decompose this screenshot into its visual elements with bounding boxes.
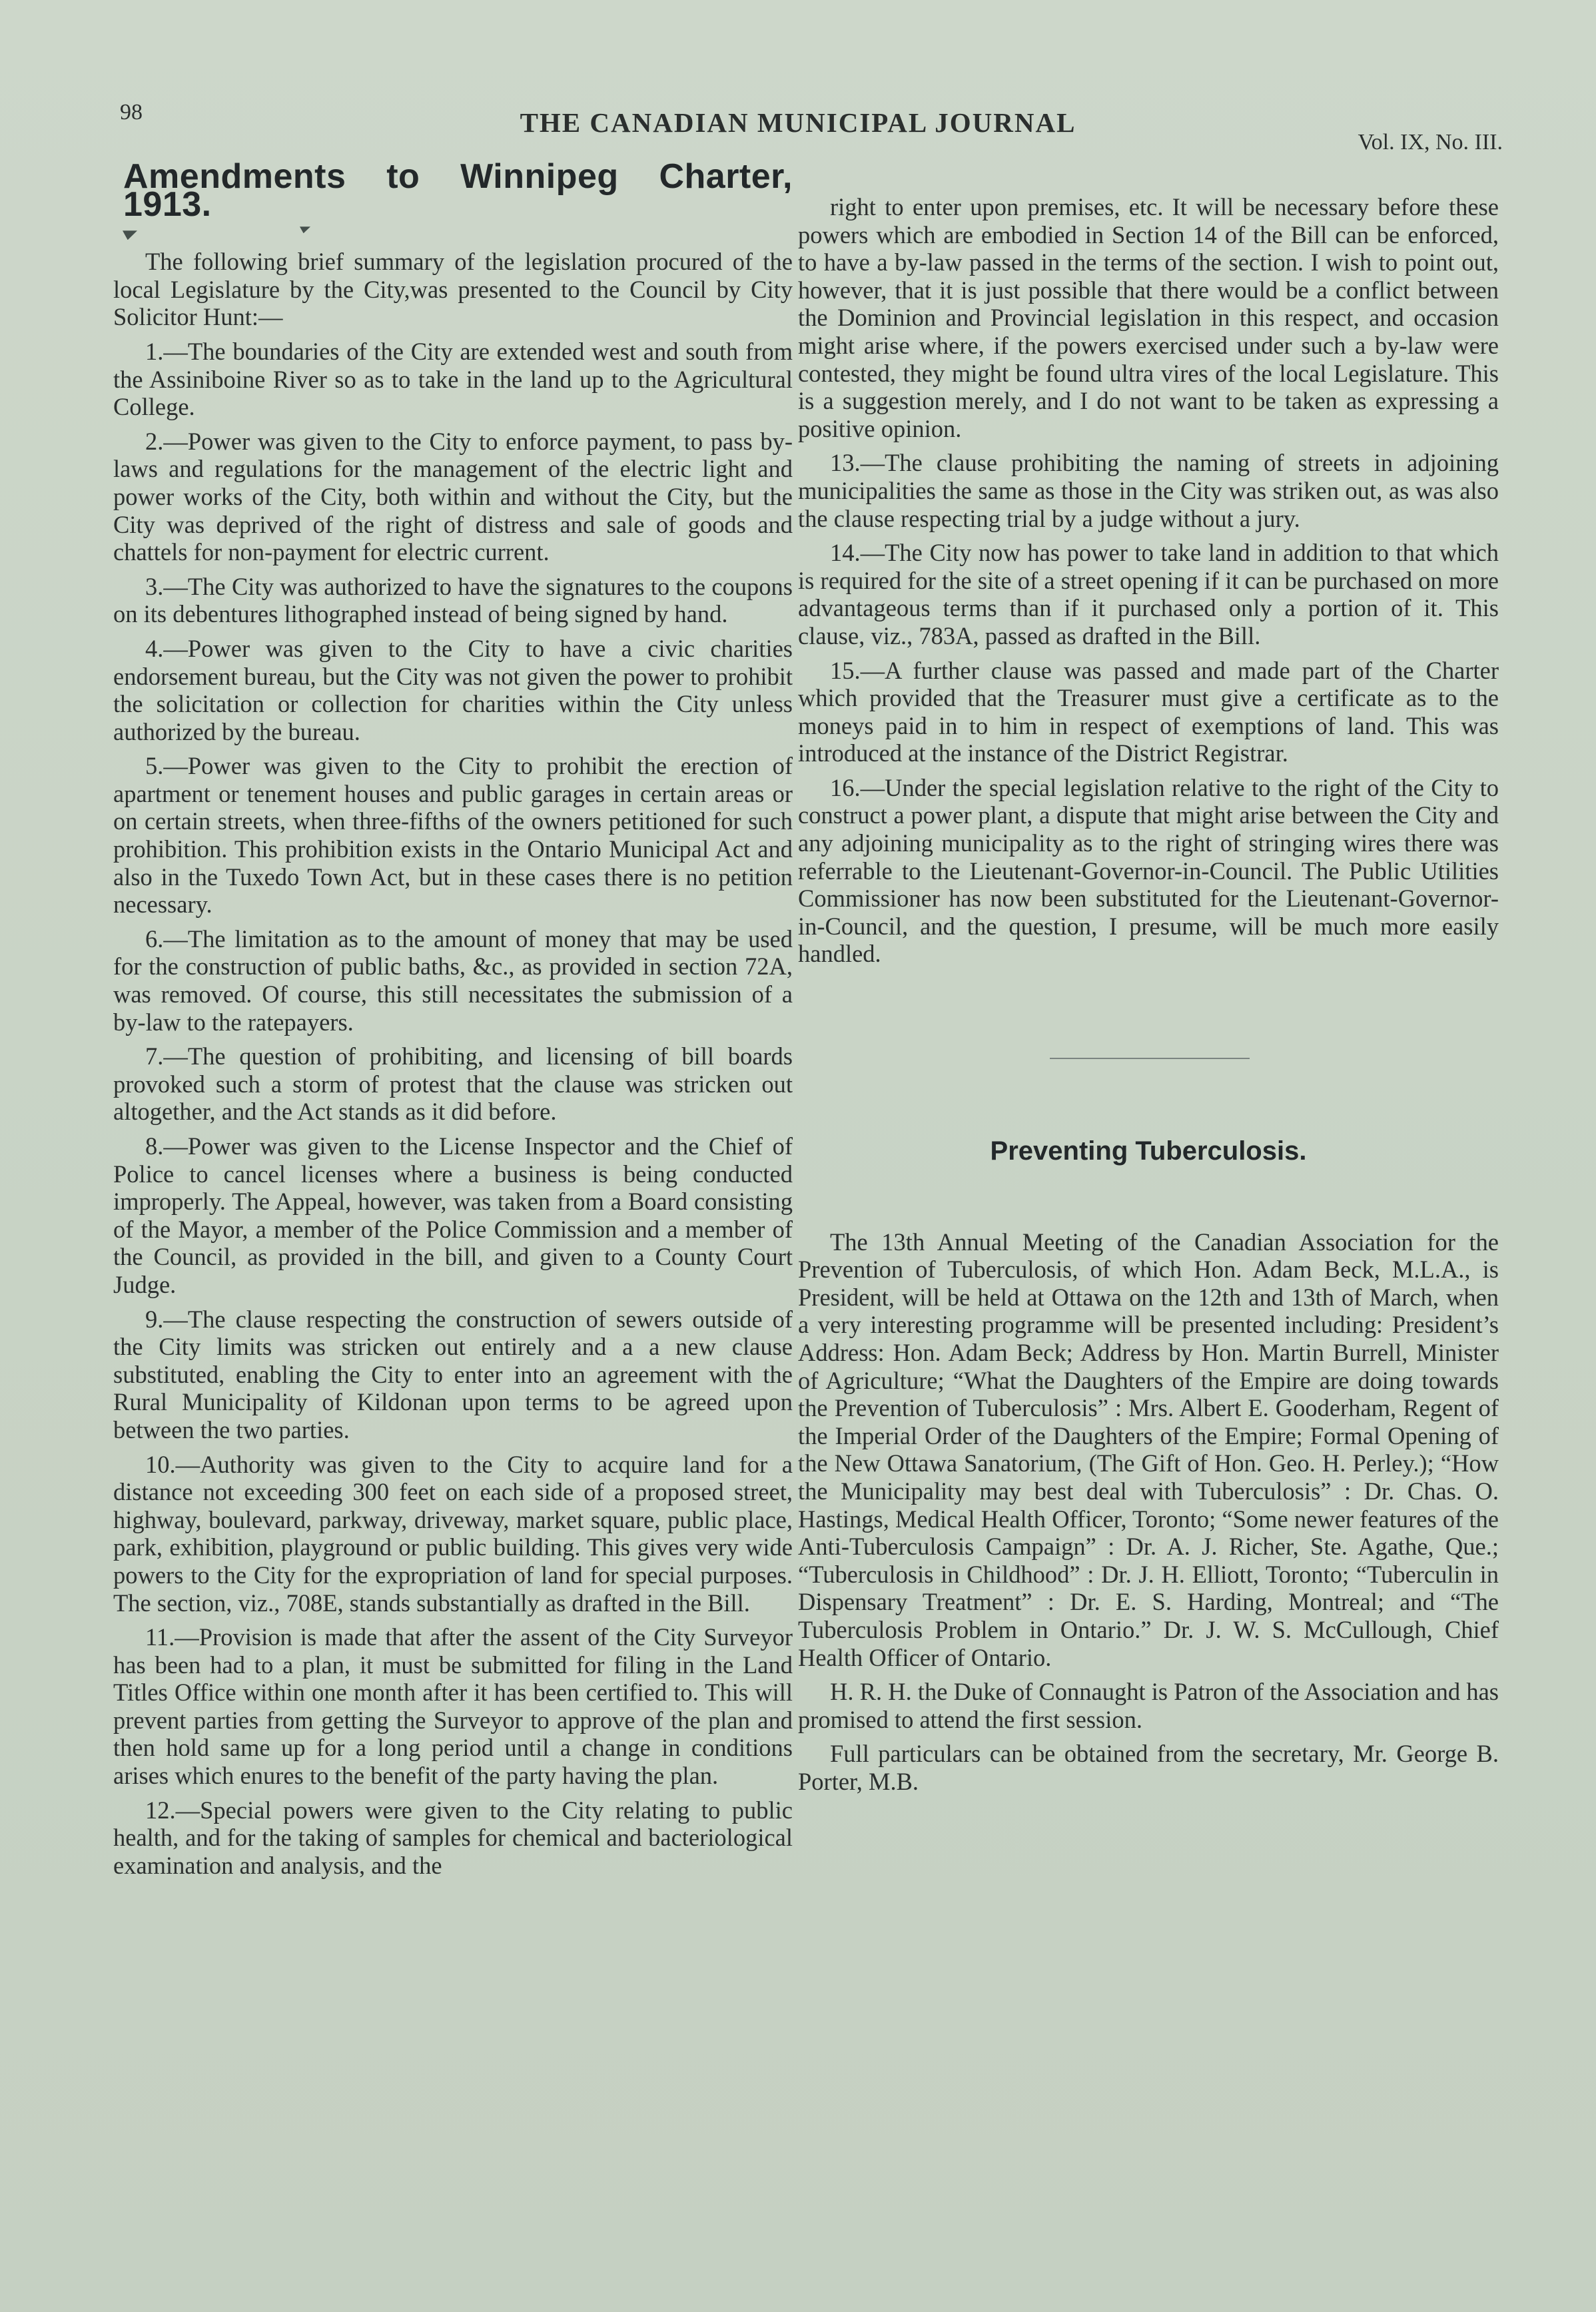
paragraph: 4.—Power was given to the City to have a civic charities endorsement bureau, but the City was not given the power to prohibit the solicitation or collection for charities within the City unless authorized by the bureau.	[113, 634, 793, 745]
page-number: 98	[120, 100, 143, 125]
paragraph: H. R. H. the Duke of Connaught is Patron of the Association and has promised to attend the first session.	[798, 1678, 1499, 1733]
paragraph: 10.—Authority was given to the City to acquire land for a distance not exceeding 300 feet on each side of a proposed street, highway, boulevard, parkway, driveway, market square, public place, park, exhibition, playground or public building. This gives very wide powers to the City for the expropriation of land for special purposes. The section, viz., 708E, stands substantially as drafted in the Bill.	[113, 1450, 793, 1617]
paragraph: right to enter upon premises, etc. It will be necessary before these powers which are embodied in Section 14 of the Bill can be enforced, to have a by-law passed in the terms of the section. I wish to point out, however, that it is just possible that there would be a conflict between the Dominion and Provincial legislation in this respect, and occasion might arise where, if the powers exercised under such a by-law were contested, they might be found ultra vires of the local Legislature. This is a suggestion merely, and I do not want to be taken as expressing a positive opinion.	[798, 193, 1499, 442]
paragraph: 3.—The City was authorized to have the signatures to the coupons on its debentures lithographed instead of being signed by hand.	[113, 572, 793, 628]
paragraph: 13.—The clause prohibiting the naming of streets in adjoining municipalities the same as those in the City was striken out, as was also the clause respecting trial by a judge without a jury.	[798, 449, 1499, 532]
tuberculosis-article-body	[798, 1228, 1499, 1796]
paragraph: 15.—A further clause was passed and made part of the Charter which provided that the Treasurer must give a certificate as to the moneys paid in to him in respect of exemptions of land. This was introduced at the instance of the District Registrar.	[798, 656, 1499, 767]
journal-title: THE CANADIAN MUNICIPAL JOURNAL	[520, 107, 1076, 138]
paragraph: 9.—The clause respecting the construction of sewers outside of the City limits was stricken out entirely and a a new clause substituted, enabling the City to enter into an agreement with the Rural Municipality of Kildonan upon terms to be agreed upon between the two parties.	[113, 1305, 793, 1443]
right-column	[798, 193, 1499, 1802]
paragraph: 6.—The limitation as to the amount of money that may be used for the construction of public baths, &c., as provided in section 72A, was removed. Of course, this still necessitates the submission of a by-law to the ratepayers.	[113, 925, 793, 1036]
paragraph: 8.—Power was given to the License Inspector and the Chief of Police to cancel licenses where a business is being conducted improperly. The Appeal, however, was taken from a Board consisting of the Mayor, a member of the Police Commission and a member of the Council, as provided in the bill, and given to a County Court Judge.	[113, 1132, 793, 1298]
paragraph: 5.—Power was given to the City to prohibit the erection of apartment or tenement houses and public garages in certain areas or on certain streets, when three-fifths of the owners petitioned for such prohibition. This prohibition exists in the Ontario Municipal Act and also in the Tuxedo Town Act, but in these cases there is no petition necessary.	[113, 752, 793, 919]
paragraph: 14.—The City now has power to take land in addition to that which is required for the site of a street opening if it can be purchased on more advantageous terms than if it purchased only a portion of it. This clause, viz., 783A, passed as drafted in the Bill.	[798, 539, 1499, 649]
paragraph: 1.—The boundaries of the City are extended west and south from the Assiniboine River so as to take in the land up to the Agricultural College.	[113, 337, 793, 421]
paragraph: 12.—Special powers were given to the City relating to public health, and for the taking of samples for chemical and bacteriological examination and analysis, and the	[113, 1796, 793, 1879]
article-body-left	[113, 248, 793, 1879]
paragraph: 11.—Provision is made that after the assent of the City Surveyor has been had to a plan, it must be submitted for filing in the Land Titles Office within one month after it has been certified to. This will prevent parties from getting the Surveyor to approve of the plan and then hold same up for a long period until a change in conditions arises which enures to the benefit of the party having the plan.	[113, 1623, 793, 1790]
paragraph: 2.—Power was given to the City to enforce payment, to pass by-laws and regulations for the management of the electric light and power works of the City, both within and without the City, but the City was deprived of the right of distress and sale of goods and chattels for non-payment for electric current.	[113, 427, 793, 566]
article-title: Amendments to Winnipeg Charter, 1913.	[123, 157, 793, 224]
paragraph: Full particulars can be obtained from the secretary, Mr. George B. Porter, M.B.	[798, 1740, 1499, 1795]
left-column	[113, 157, 793, 1886]
article-body-right	[798, 193, 1499, 968]
paragraph: The 13th Annual Meeting of the Canadian Association for the Prevention of Tuberculosis, of which Hon. Adam Beck, M.L.A., is President, will be held at Ottawa on the 12th and 13th of March, when a very interesting programme will be presented including: President’s Address: Hon. Adam Beck; Address by Hon. Martin Burrell, Minister of Agriculture; “What the Daughters of the Empire are doing towards the Prevention of Tuberculosis” : Mrs. Albert E. Gooderham, Regent of the Imperial Order of the Daughters of the Empire; Formal Opening of the New Ottawa Sanatorium, (The Gift of Hon. Geo. H. Perley.); “How the Municipality may best deal with Tuberculosis” : Dr. Chas. O. Hastings, Medical Health Officer, Toronto; “Some newer features of the Anti-Tuberculosis Campaign” : Dr. A. J. Richer, Ste. Agathe, Que.; “Tuberculosis in Childhood” : Dr. J. H. Elliott, Toronto; “Tuberculin in Dispensary Treatment” : Dr. E. S. Harding, Montreal; and “The Tuberculosis Problem in Ontario.” Dr. J. W. S. McCullough, Chief Health Officer of Ontario.	[798, 1228, 1499, 1671]
paragraph: 16.—Under the special legislation relative to the right of the City to construct a power plant, a dispute that might arise between the City and any adjoining municipality as to the right of stringing wires there was referrable to the Lieutenant-Governor-in-Council. The Public Utilities Commissioner has now been substituted for the Lieutenant-Governor-in-Council, and the question, I presume, will be much more easily handled.	[798, 773, 1499, 968]
section-divider	[1050, 1058, 1250, 1059]
volume-issue: Vol. IX, No. III.	[1358, 130, 1503, 155]
printers-mark	[113, 236, 793, 248]
paragraph: 7.—The question of prohibiting, and licensing of bill boards provoked such a storm of protest that the clause was stricken out altogether, and the Act stands as it did before.	[113, 1042, 793, 1126]
article-title-tuberculosis: Preventing Tuberculosis.	[990, 1136, 1307, 1166]
paragraph: The following brief summary of the legislation procured of the local Legislature by the City,was presented to the Council by City Solicitor Hunt:—	[113, 248, 793, 331]
